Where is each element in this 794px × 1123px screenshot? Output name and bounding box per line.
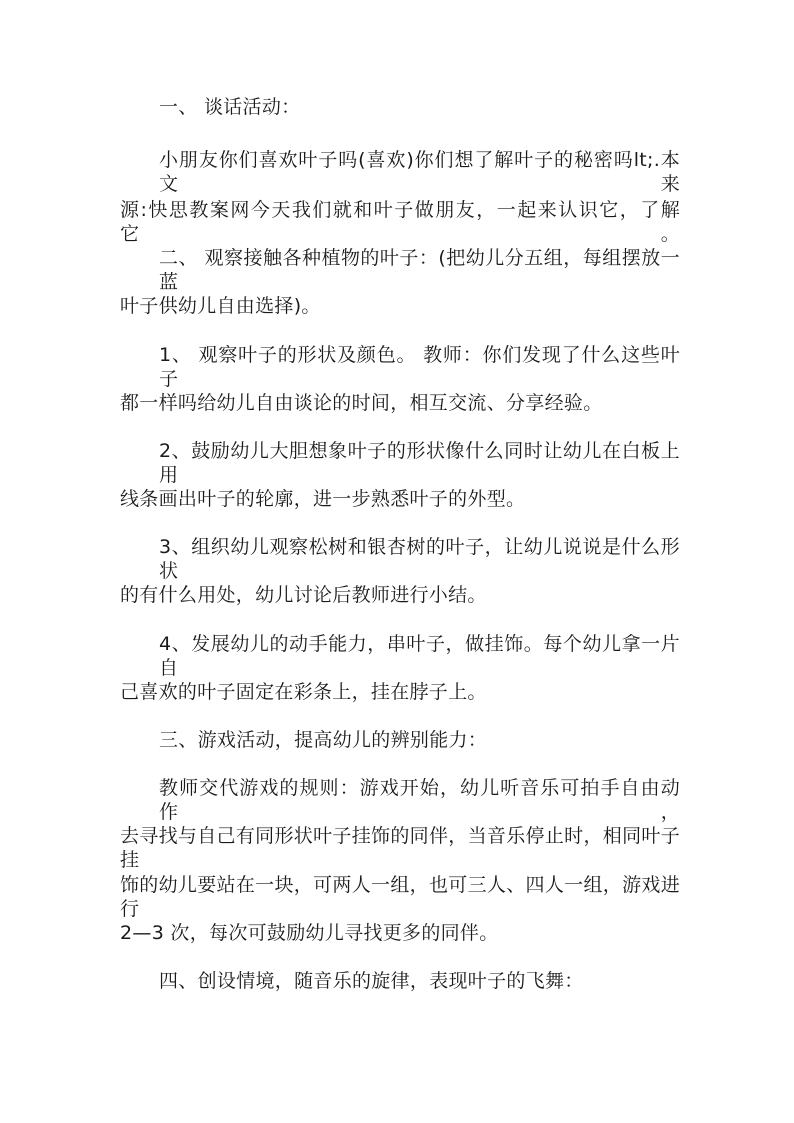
paragraph-line: 叶子供幼儿自由选择)。 xyxy=(120,295,321,317)
paragraph-line: 小朋友你们喜欢叶子吗(喜欢)你们想了解叶子的秘密吗lt;.本文来 xyxy=(159,149,680,195)
heading-create-scene: 四、创设情境，随音乐的旋律，表现叶子的飞舞： xyxy=(159,970,584,992)
heading-observe-leaves: 二、 观察接触各种植物的叶子：(把幼儿分五组，每组摆放一蓝 xyxy=(159,247,680,293)
paragraph-line: 都一样吗给幼儿自由谈论的时间，相互交流、分享经验。 xyxy=(120,392,603,414)
paragraph-line: 线条画出叶子的轮廓，进一步熟悉叶子的外型。 xyxy=(120,488,526,510)
paragraph-line: 己喜欢的叶子固定在彩条上，挂在脖子上。 xyxy=(120,681,487,703)
list-item-2: 2、鼓励幼儿大胆想象叶子的形状像什么同时让幼儿在白板上用 xyxy=(159,440,680,486)
heading-talk-activity: 一、 谈话活动： xyxy=(159,96,301,118)
paragraph-line: 的有什么用处，幼儿讨论后教师进行小结。 xyxy=(120,584,487,606)
paragraph-line: 源:快思教案网今天我们就和叶子做朋友，一起来认识它，了解它。 xyxy=(120,199,680,245)
list-item-3: 3、组织幼儿观察松树和银杏树的叶子，让幼儿说说是什么形状 xyxy=(159,536,680,582)
paragraph-line: 饰的幼儿要站在一块，可两人一组，也可三人、四人一组，游戏进行 xyxy=(120,874,680,920)
paragraph-line: 教师交代游戏的规则：游戏开始，幼儿听音乐可拍手自由动作， xyxy=(159,777,680,823)
paragraph-line: 去寻找与自己有同形状叶子挂饰的同伴，当音乐停止时，相同叶子挂 xyxy=(120,825,680,871)
heading-game-activity: 三、游戏活动，提高幼儿的辨别能力： xyxy=(159,729,488,751)
paragraph-line: 2—3 次，每次可鼓励幼儿寻找更多的同伴。 xyxy=(120,922,499,944)
list-item-4: 4、发展幼儿的动手能力，串叶子，做挂饰。每个幼儿拿一片自 xyxy=(159,633,680,679)
list-item-1: 1、 观察叶子的形状及颜色。 教师：你们发现了什么这些叶子 xyxy=(159,344,680,390)
